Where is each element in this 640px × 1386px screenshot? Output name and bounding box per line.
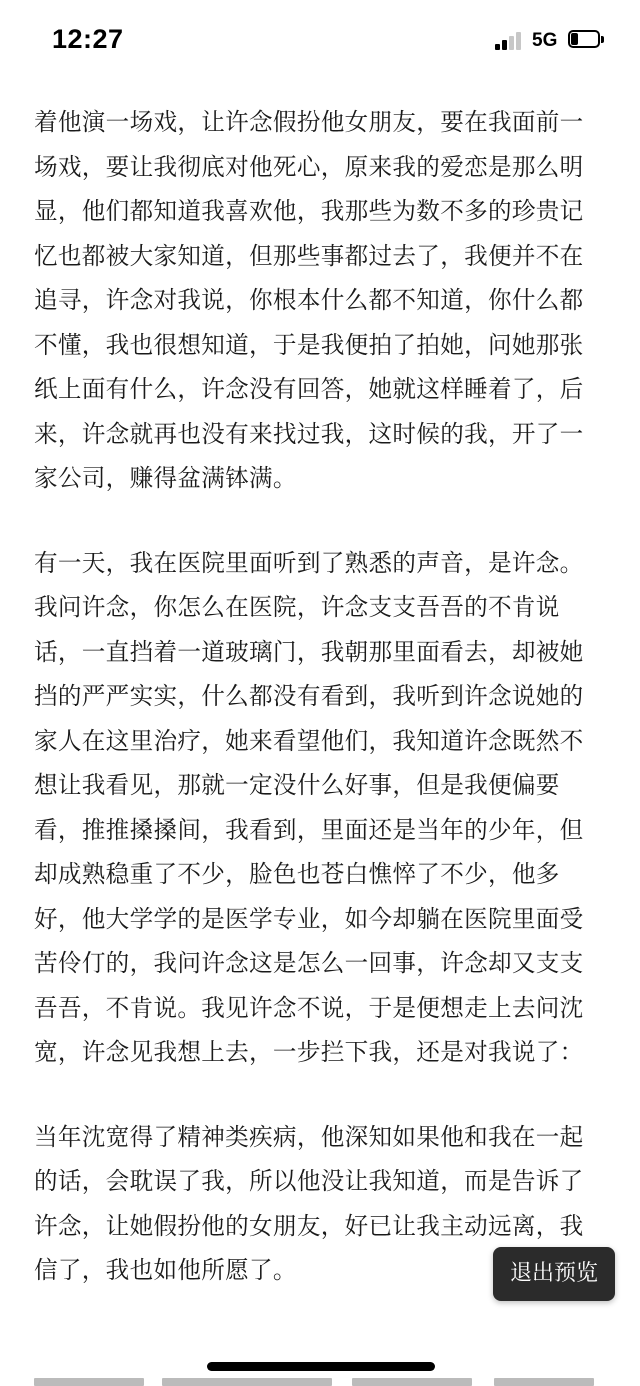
cutoff-fragment	[494, 1378, 594, 1386]
article-body	[34, 100, 594, 1333]
network-type: 5G	[532, 30, 558, 51]
battery-icon	[568, 30, 604, 50]
signal-bar	[509, 36, 514, 50]
article-paragraph: 有一天，我在医院里面听到了熟悉的声音，是许念。我问许念，你怎么在医院，许念支支吾吾的不肯说话，一直挡着一道玻璃门，我朝那里面看去，却被她挡的严严实实，什么都没有看到，我听到许念说她的家人在这里治疗，她来看望他们，我知道许念既然不想让我看见，那就一定没什么好事，但是我便偏要看，推推搡搡间，我看到，里面还是当年的少年，但却成熟稳重了不少，脸色也苍白憔悴了不少，他多好，他大学学的是医学专业，如今却躺在医院里面受苦伶仃的，我问许念这是怎么一回事，许念却又支支吾吾，不肯说。我见许念不说，于是便想走上去问沈宽，许念见我想上去，一步拦下我，还是对我说了：	[34, 548, 584, 1066]
signal-bar	[502, 40, 507, 50]
cellular-signal-icon	[495, 32, 525, 50]
article-paragraph: 当年沈宽得了精神类疾病，他深知如果他和我在一起的话，会耽误了我，所以他没让我知道，而是告诉了许念，让她假扮他的女朋友，好已让我主动远离，我信了，我也如他所愿了。	[34, 1122, 584, 1284]
signal-bar	[495, 44, 500, 50]
cutoff-fragment	[162, 1378, 332, 1386]
next-line-cutoff	[34, 1378, 594, 1386]
status-bar	[0, 0, 640, 84]
exit-preview-button[interactable]: 退出预览	[493, 1247, 615, 1301]
article-paragraph: 着他演一场戏，让许念假扮他女朋友，要在我面前一场戏，要让我彻底对他死心，原来我的爱恋是那么明显，他们都知道我喜欢他，我那些为数不多的珍贵记忆也都被大家知道，但那些事都过去了，我便并不在追寻，许念对我说，你根本什么都不知道，你什么都不懂，我也很想知道，于是我便拍了拍她，问她那张纸上面有什么，许念没有回答，她就这样睡着了，后来，许念就再也没有来找过我，这时候的我，开了一家公司，赚得盆满钵满。	[34, 108, 584, 492]
signal-bar	[516, 32, 521, 50]
battery-fill	[571, 33, 578, 45]
cutoff-fragment	[34, 1378, 144, 1386]
status-time: 12:27	[52, 24, 124, 54]
battery-tip	[601, 36, 604, 43]
cutoff-fragment	[352, 1378, 472, 1386]
home-indicator[interactable]	[207, 1362, 435, 1371]
